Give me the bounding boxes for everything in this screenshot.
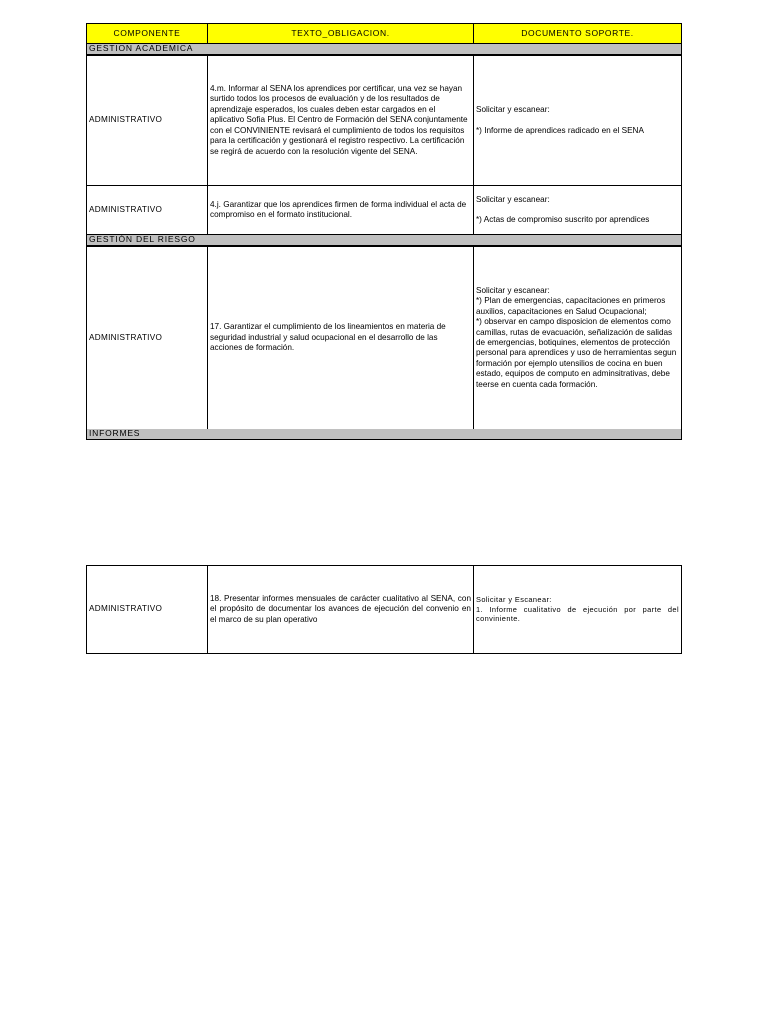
header-componente: COMPONENTE [86, 23, 208, 44]
documento-title: Solicitar y escanear: [476, 194, 550, 204]
documento-title: Solicitar y escanear: [476, 105, 550, 115]
section-label: GESTION ACADEMICA [89, 43, 194, 53]
componente-cell: ADMINISTRATIVO [86, 246, 208, 430]
texto-value: 4.m. Informar al SENA los aprendices por certificar, una vez se hayan surtido todos los procesos de evaluación y de los resultados de aprendizaje esperados, los cuales deben estar cargados en el aplicativo Sofia Plus. El Centro de Formación del SENA conjuntamente con el CONVINIENTE revisará el cumplimiento de todos los requisitos para la certificación y gestionará el registro respectivo. La certificación se regirá de acuerdo con la resolución vigente del SENA. [210, 84, 468, 156]
documento-title: Solicitar y Escanear: [476, 595, 552, 605]
table-row [86, 246, 682, 430]
documento-body: *) Plan de emergencias, capacitaciones en primeros auxilios, capacitaciones en Salud Ocupacional; *) observar en campo disposicion de elementos como camillas, rutas de evacuación, señalización de salidas de emergencias, botiquines, elementos de protección personal para aprendices y uso de herramientas segun formación por ejemplo utensilios de cocina en buen estado, equipos de computo en adminsitrativas, debe teerse en cuenta cada formación. [476, 296, 677, 389]
texto-cell [207, 185, 474, 235]
documento-body: *) Actas de compromiso suscrito por aprendices [476, 215, 650, 224]
documento-cell [473, 565, 682, 654]
table-row [86, 55, 682, 186]
table-row [86, 565, 682, 654]
texto-cell [207, 565, 474, 654]
documento-cell [473, 185, 682, 235]
header-texto-obligacion: TEXTO_OBLIGACION. [207, 23, 474, 44]
componente-cell: ADMINISTRATIVO [86, 55, 208, 186]
table-row [86, 185, 682, 235]
componente-cell: ADMINISTRATIVO [86, 185, 208, 235]
section-label: INFORMES [89, 428, 141, 438]
table-header [86, 23, 682, 44]
componente-cell: ADMINISTRATIVO [86, 565, 208, 654]
texto-value: 18. Presentar informes mensuales de carácter cualitativo al SENA, con el propósito de documentar los avances de ejecución del convenio en el marco de su plan operativo [210, 593, 471, 624]
documento-cell [473, 246, 682, 430]
documento-body: *) Informe de aprendices radicado en el SENA [476, 125, 644, 135]
section-label: GESTIÓN DEL RIESGO [89, 234, 196, 244]
texto-value: 4.j. Garantizar que los aprendices firmen de forma individual el acta de compromiso en el formato institucional. [210, 199, 467, 219]
texto-value: 17. Garantizar el cumplimiento de los lineamientos en materia de seguridad industrial y salud ocupacional en el desarrollo de las acciones de formación. [210, 322, 446, 353]
documento-cell [473, 55, 682, 186]
texto-cell [207, 55, 474, 186]
documento-title: Solicitar y escanear: [476, 285, 550, 295]
section-gestion-del-riesgo [86, 235, 682, 246]
documento-body: 1. Informe cualitativo de ejecución por parte del conviniente. [476, 604, 679, 624]
section-informes [86, 429, 682, 440]
header-documento-soporte: DOCUMENTO SOPORTE. [473, 23, 682, 44]
texto-cell [207, 246, 474, 430]
section-gestion-academica [86, 44, 682, 55]
